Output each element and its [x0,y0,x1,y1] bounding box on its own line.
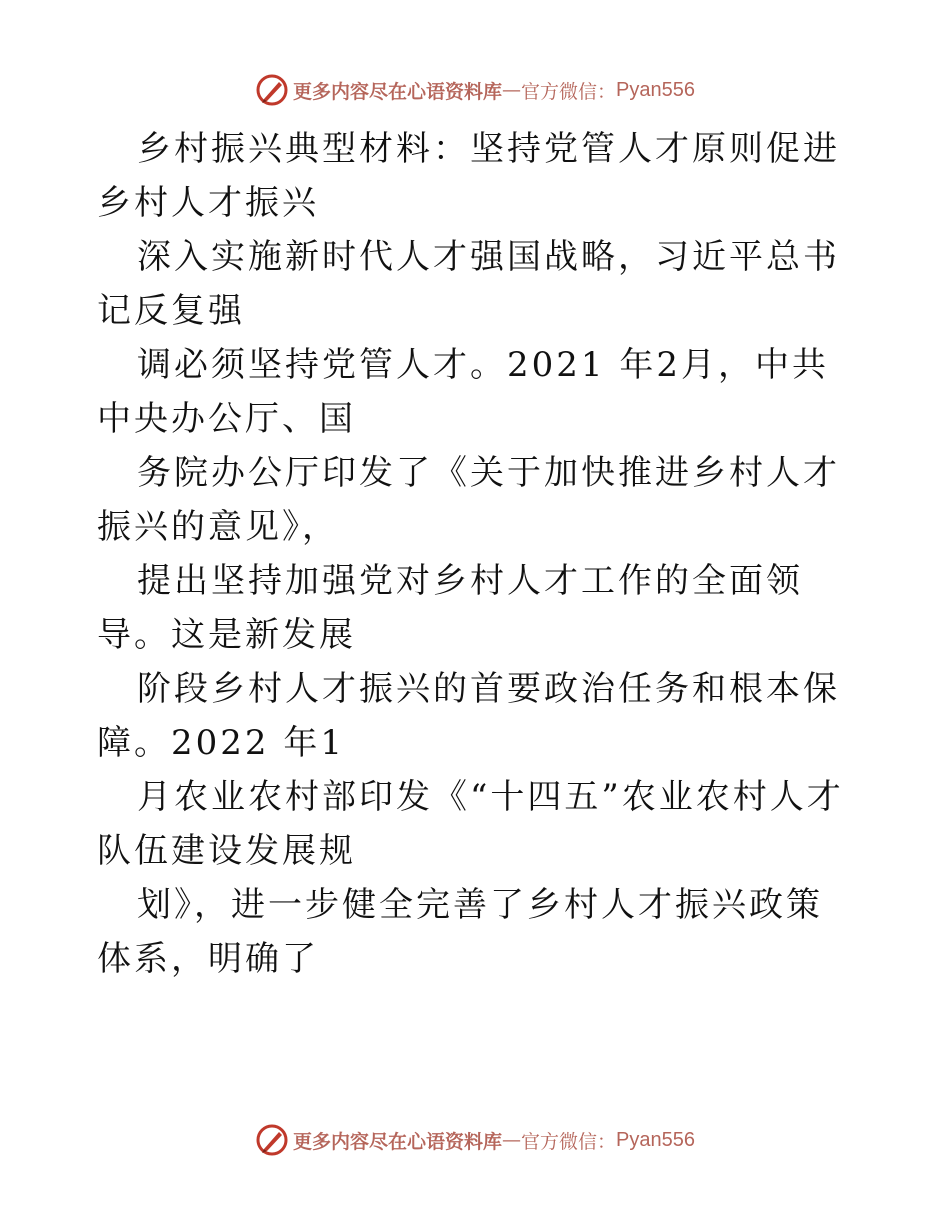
header-watermark [0,70,950,110]
footer-separator: — [502,1129,522,1151]
header-separator: — [502,79,522,101]
paragraph: 阶段乡村人才振兴的首要政治任务和根本保障。2022 年1 [97,669,840,763]
paragraph: 深入实施新时代人才强国战略，习近平总书记反复强 [97,237,840,331]
paragraph: 务院办公厅印发了《关于加快推进乡村人才振兴的意见》， [97,453,840,547]
footer-site-text: 更多内容尽在心语资料库 [293,1130,503,1153]
paragraph: 划》，进一步健全完善了乡村人才振兴政策体系，明确了 [97,885,823,979]
header-contact-label: 官方微信： [521,80,617,103]
paragraph: 月农业农村部印发《“十四五”农业农村人才队伍建设发展规 [97,777,844,871]
paragraph: 提出坚持加强党对乡村人才工作的全面领导。这是新发展 [97,561,803,655]
footer-watermark [0,1120,950,1160]
paragraph: 调必须坚持党管人才。2021 年2月，中共中央办公厅、国 [97,345,829,439]
footer-contact-label: 官方微信： [521,1130,617,1153]
document-title: 乡村振兴典型材料：坚持党管人才原则促进乡村人才振兴 [97,129,840,223]
pen-logo-icon [255,1123,289,1157]
header-site-text: 更多内容尽在心语资料库 [293,80,503,103]
pen-logo-icon [255,73,289,107]
header-contact-id: Pyan556 [616,78,695,101]
document-body [97,122,857,986]
footer-contact-id: Pyan556 [616,1128,695,1151]
